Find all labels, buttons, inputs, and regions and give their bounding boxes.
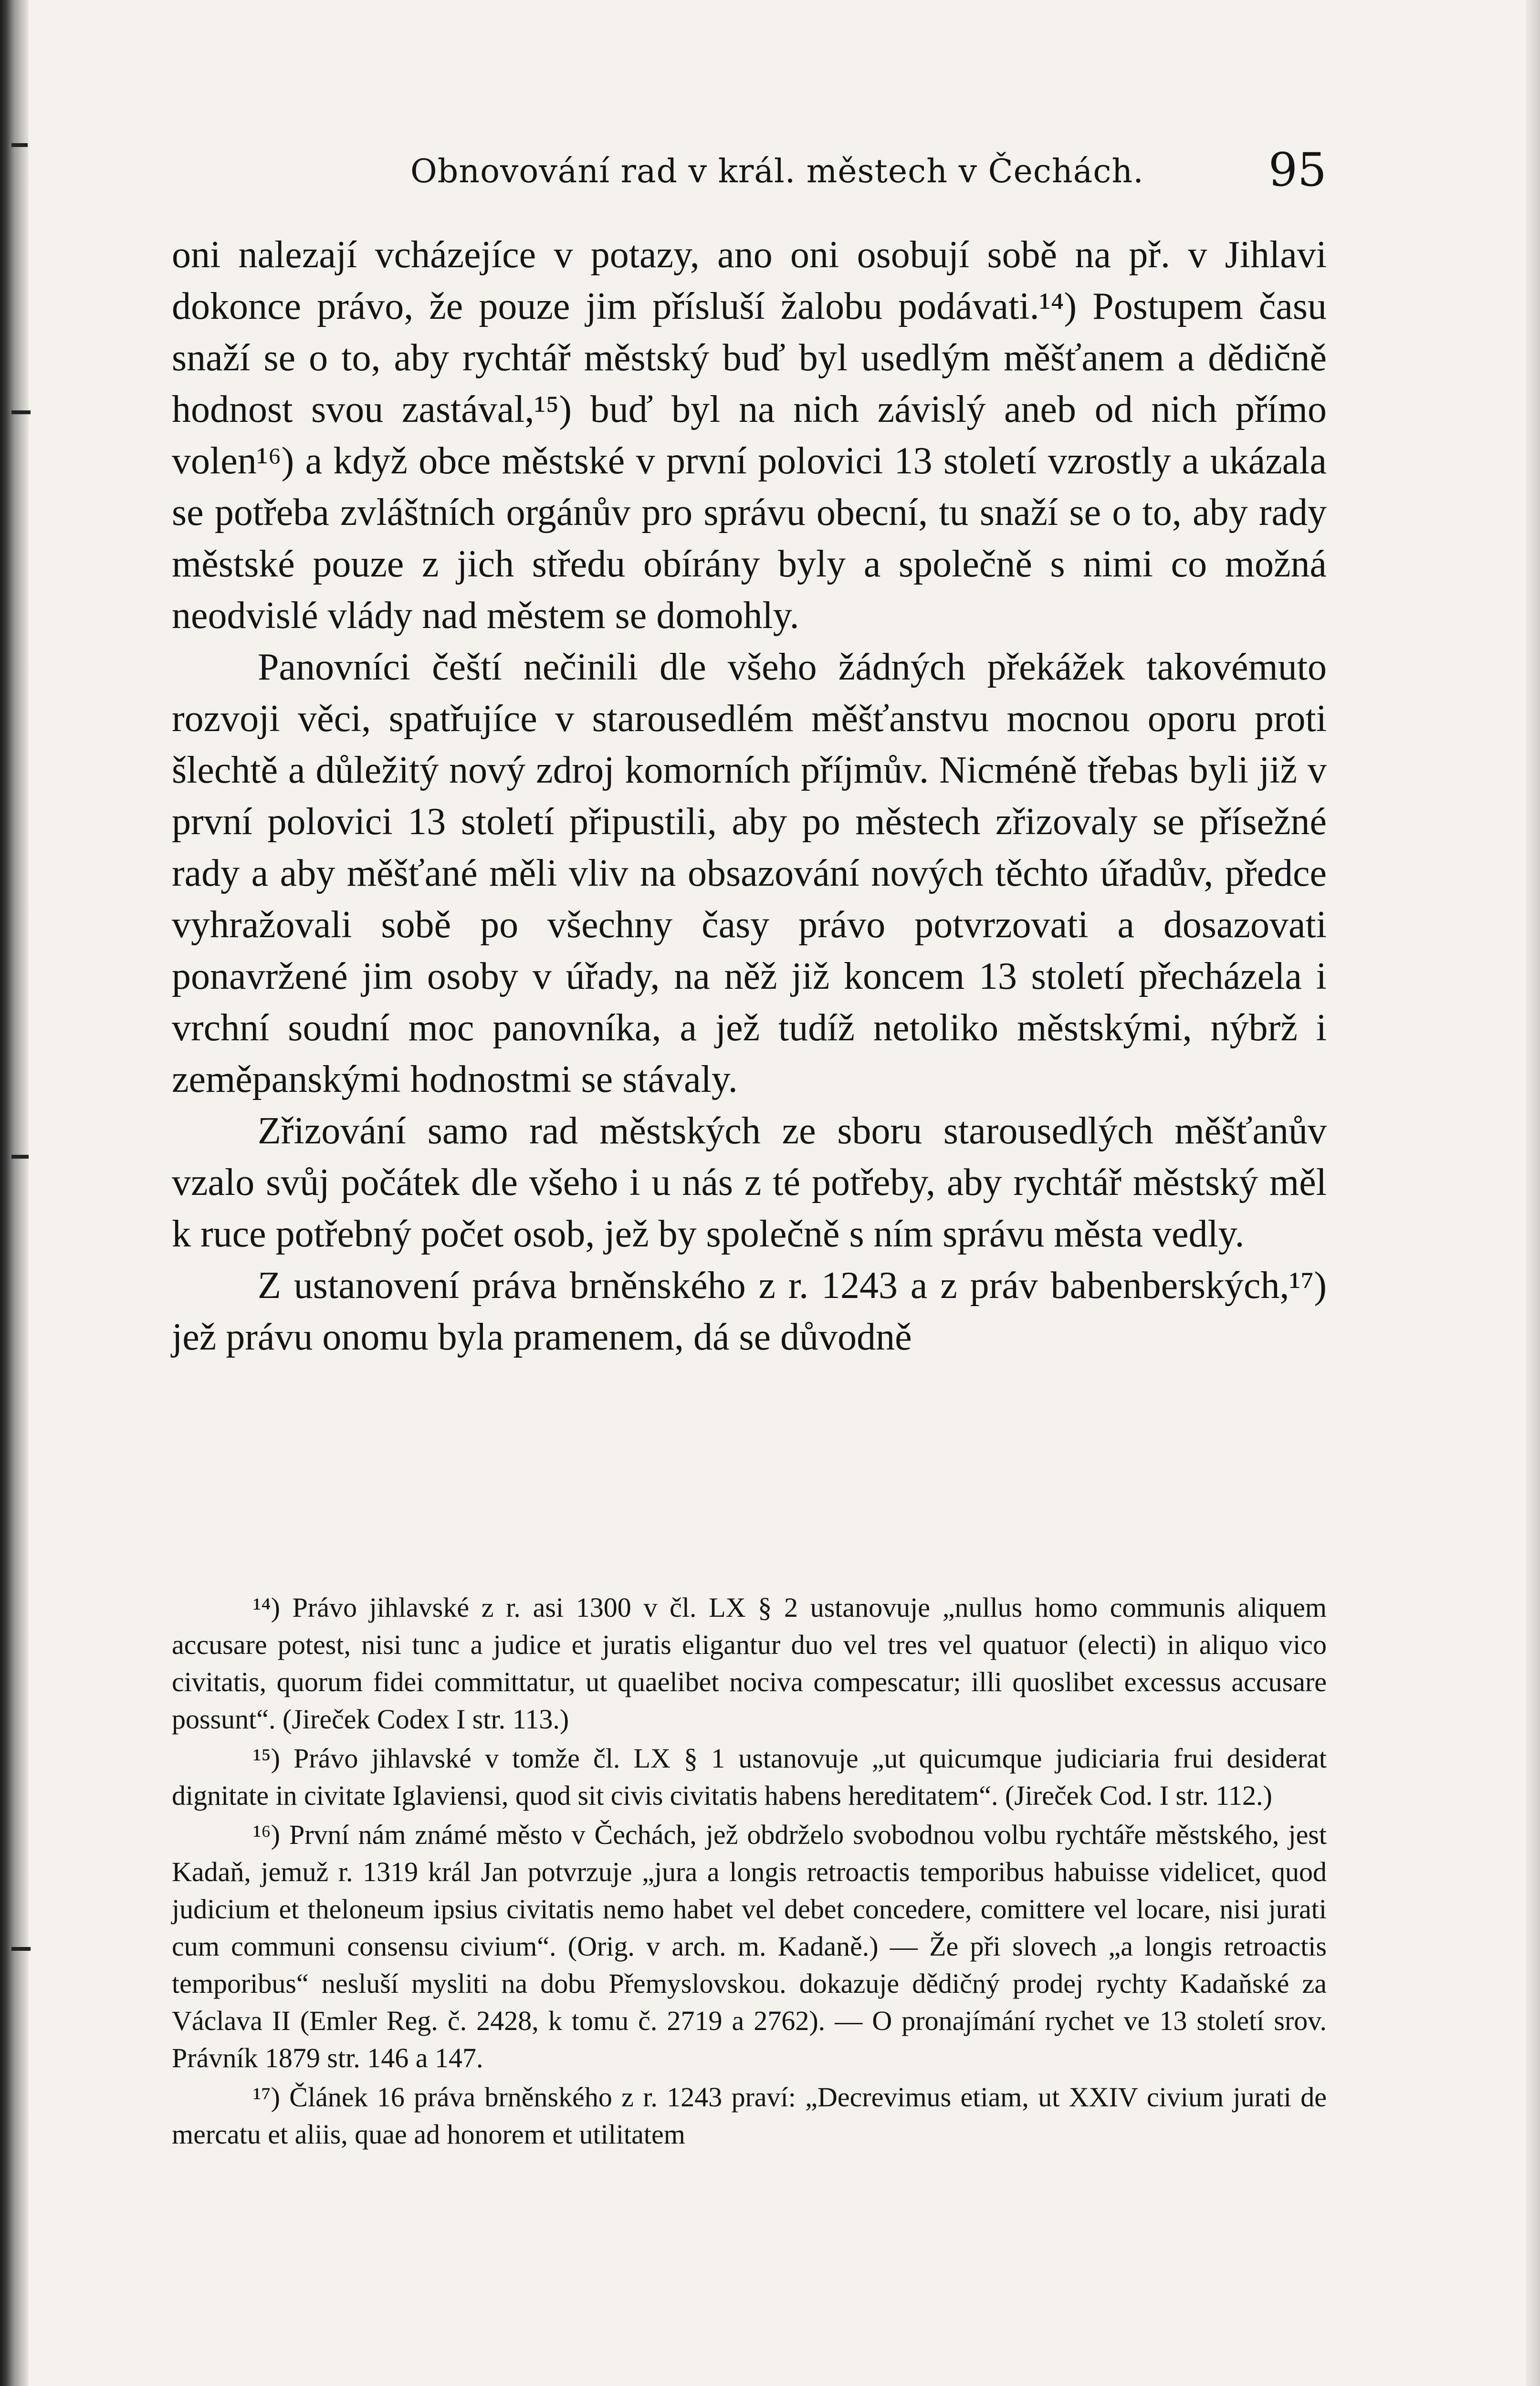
footnote-17: ¹⁷) Článek 16 práva brněnského z r. 1243 praví: „Decrevimus etiam, ut XXIV civium jurati de mercatu et aliis, quae ad honorem et utilitatem (172, 2082, 1327, 2150)
page-right-edge (1526, 0, 1540, 2386)
paragraph: oni nalezají vcházejíce v potazy, ano oni osobují sobě na př. v Jihlavi dokonce právo, že pouze jim přísluší žalobu podávati.¹⁴) Postupem času snaží se o to, aby rychtář městský buď byl usedlým měšťanem a dědičně hodnost svou zastával,¹⁵) buď byl na nich závislý aneb od nich přímo volen¹⁶) a když obce městské v první polovici 13 století vzrostly a ukázala se potřeba zvláštních orgánův pro správu obecní, tu snaží se o to, aby rady městské pouze z jich středu obírány byly a společně s nimi co možná neodvislé vlády nad městem se domohly. (172, 234, 1327, 637)
margin-mark (11, 143, 28, 147)
running-head (172, 143, 1327, 200)
footnote-14: ¹⁴) Právo jihlavské z r. asi 1300 v čl. LX § 2 ustanovuje „nullus homo communis aliquem accusare potest, nisi tunc a judice et juratis eligantur duo vel tres vel quatuor (electi) in aliquo vico civitatis, quorum fidei committatur, ut quaelibet nociva compescatur; illi quoslibet excessus accusare possunt“. (Jireček Codex I str. 113.) (172, 1592, 1327, 1735)
margin-mark (11, 1155, 29, 1159)
main-text (172, 229, 1327, 1363)
paragraph: Panovníci čeští nečinili dle všeho žádných překážek takovémuto rozvoji věci, spatřujíce v starousedlém měšťanstvu mocnou oporu proti šlechtě a důležitý nový zdroj komorních příjmův. Nicméně třebas byli již v první polovici 13 století připustili, aby po městech zřizovaly se přísežné rady a aby měšťané měli vliv na obsazování nových těchto úřadův, předce vyhražovali sobě po všechny časy právo potvrzovati a dosazovati ponavržené jim osoby v úřady, na něž již koncem 13 století přecházela i vrchní soudní moc panovníka, a jež tudíž netoliko městskými, nýbrž i zeměpanskými hodnostmi se stávaly. (172, 646, 1327, 1100)
footnote-15: ¹⁵) Právo jihlavské v tomže čl. LX § 1 ustanovuje „ut quicumque judiciaria frui desiderat dignitate in civitate Iglaviensi, quod sit civis civitatis habens hereditatem“. (Jireček Cod. I str. 112.) (172, 1743, 1327, 1811)
margin-mark (11, 410, 31, 414)
page-binding-edge (0, 0, 29, 2386)
running-title: Obnovování rad v král. městech v Čechách. (410, 153, 1144, 190)
paragraph: Zřizování samo rad městských ze sboru starousedlých měšťanův vzalo svůj počátek dle všeho i u nás z té potřeby, aby rychtář městský měl k ruce potřebný počet osob, jež by společně s ním správu města vedly. (172, 1110, 1327, 1255)
paragraph: Z ustanovení práva brněnského z r. 1243 a z práv babenberských,¹⁷) jež právu onomu byla pramenem, dá se důvodně (172, 1265, 1327, 1358)
margin-mark (11, 1947, 31, 1951)
footnotes (172, 1589, 1327, 2155)
page-number: 95 (1268, 143, 1327, 197)
footnote-16: ¹⁶) První nám známé město v Čechách, jež obdrželo svobodnou volbu rychtáře městského, jest Kadaň, jemuž r. 1319 král Jan potvrzuje „jura a longis retroactis temporibus habuisse videlicet, quod judicium et theloneum ipsius civitatis nemo habet vel debet concedere, comittere vel locare, nisi jurati cum communi consensu civium“. (Orig. v arch. m. Kadaně.) — Že při slovech „a longis retroactis temporibus“ nesluší mysliti na dobu Přemyslovskou. dokazuje dědičný prodej rychty Kadaňské za Václava II (Emler Reg. č. 2428, k tomu č. 2719 a 2762). — O pronajímání rychet ve 13 století srov. Právník 1879 str. 146 a 147. (172, 1819, 1327, 2073)
